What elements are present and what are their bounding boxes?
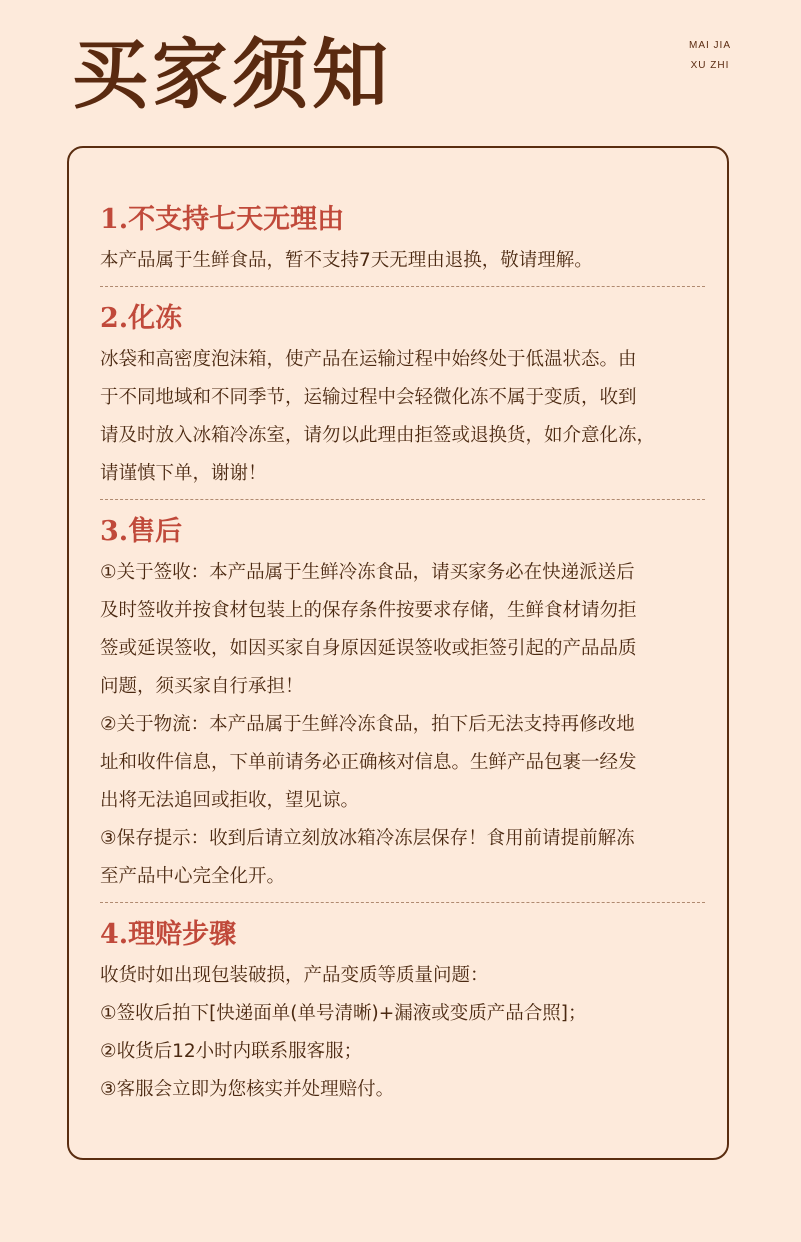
section-heading: 3.售后 — [100, 516, 183, 547]
section-text-line: ③客服会立即为您核实并处理赔付。 — [100, 1079, 395, 1100]
section-text-line: 请谨慎下单，谢谢！ — [100, 463, 267, 484]
section-text-line: 签或延误签收，如因买家自身原因延误签收或拒签引起的产品品质 — [100, 638, 637, 659]
section-text-line: ③保存提示：收到后请立刻放冰箱冷冻层保存！食用前请提前解冻 — [100, 828, 635, 849]
section-text-line: 本产品属于生鲜食品，暂不支持7天无理由退换，敬请理解。 — [100, 250, 593, 271]
section-heading: 2.化冻 — [100, 303, 183, 334]
pinyin-line: MAI JIA — [688, 40, 731, 51]
notice-section — [100, 510, 705, 896]
notice-section — [100, 198, 705, 280]
notice-section — [100, 913, 705, 1109]
notice-content — [100, 198, 705, 1109]
section-text-line: 至产品中心完全化开。 — [100, 866, 286, 887]
section-text-line: ①签收后拍下[快递面单(单号清晰)+漏液或变质产品合照]； — [100, 1003, 587, 1024]
section-heading: 4.理赔步骤 — [100, 919, 237, 950]
pinyin-label — [670, 36, 750, 76]
section-text-line: 出将无法追回或拒收，望见谅。 — [100, 790, 360, 811]
section-text-line: 冰袋和高密度泡沫箱，使产品在运输过程中始终处于低温状态。由 — [100, 349, 637, 370]
section-text-line: 及时签收并按食材包装上的保存条件按要求存储，生鲜食材请勿拒 — [100, 600, 637, 621]
section-heading: 1.不支持七天无理由 — [100, 204, 345, 235]
section-text-line: 问题，须买家自行承担！ — [100, 676, 304, 697]
section-text-line: 于不同地域和不同季节，运输过程中会轻微化冻不属于变质，收到 — [100, 387, 637, 408]
section-text-line: 请及时放入冰箱冷冻室，请勿以此理由拒签或退换货，如介意化冻， — [100, 425, 656, 446]
dashed-divider — [100, 902, 705, 903]
page-title: 买家须知 — [72, 30, 392, 119]
notice-section — [100, 297, 705, 493]
section-text-line: ②收货后12小时内联系服客服； — [100, 1041, 363, 1062]
section-text-line: ②关于物流：本产品属于生鲜冷冻食品，拍下后无法支持再修改地 — [100, 714, 635, 735]
dashed-divider — [100, 499, 705, 500]
dashed-divider — [100, 286, 705, 287]
pinyin-line: XU ZHI — [690, 60, 730, 71]
section-text-line: 址和收件信息，下单前请务必正确核对信息。生鲜产品包裹一经发 — [100, 752, 637, 773]
section-text-line: ①关于签收：本产品属于生鲜冷冻食品，请买家务必在快递派送后 — [100, 562, 635, 583]
section-text-line: 收货时如出现包装破损，产品变质等质量问题： — [100, 965, 489, 986]
